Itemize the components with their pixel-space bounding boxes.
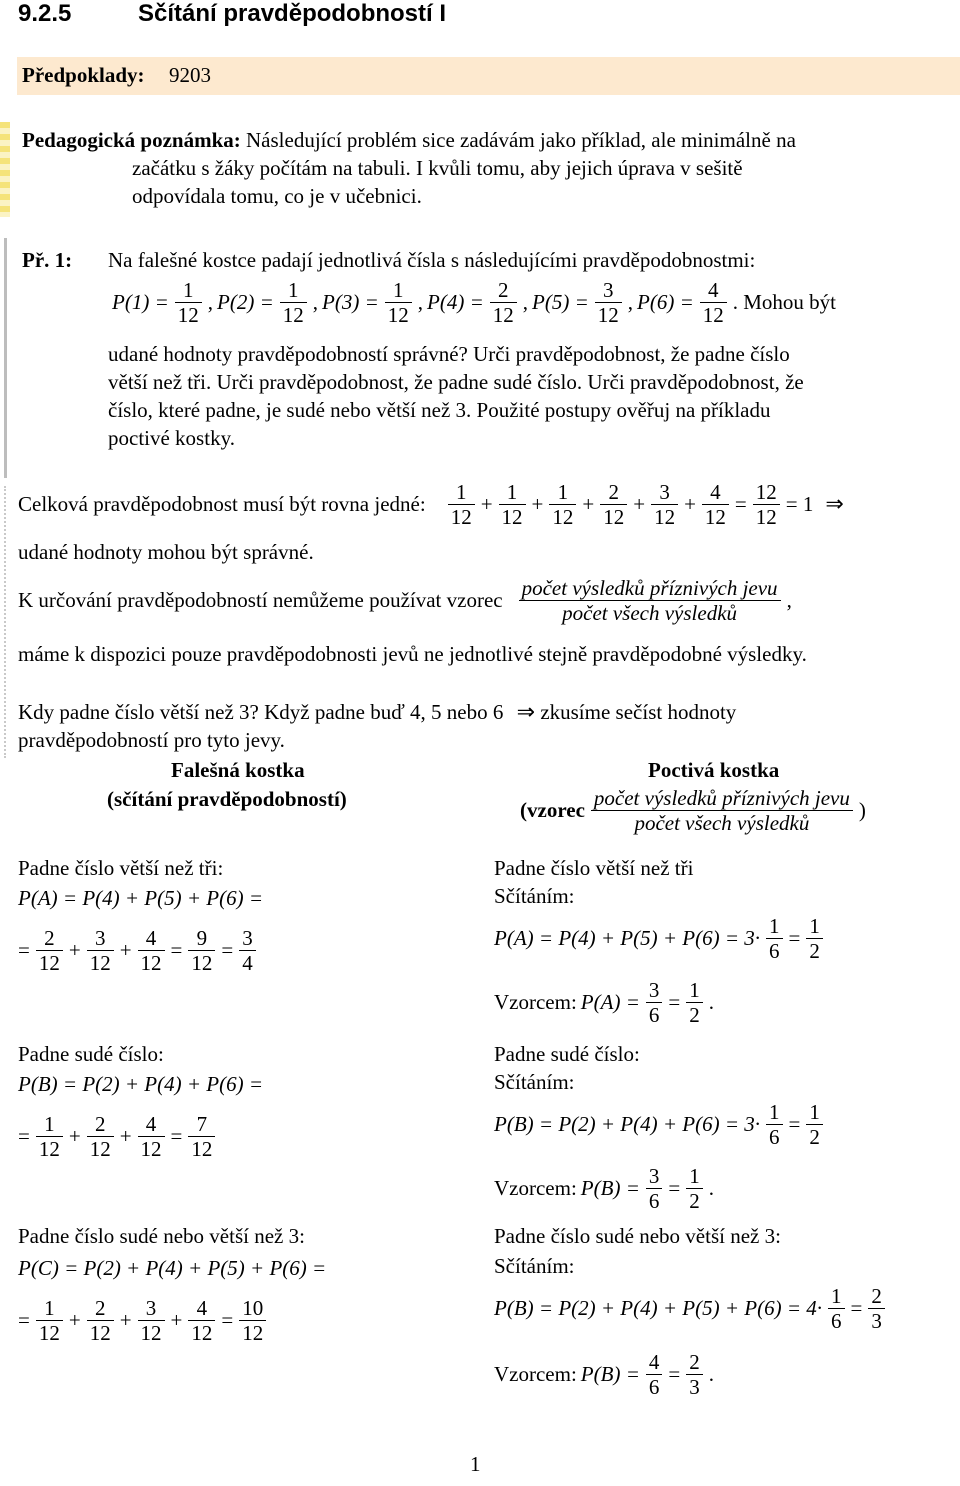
probabilities-line: P(1) = $\frac{1}{12}$ , P(2) = $\frac{1}{12}$ , P(3) = $\frac{1}{12}$ , P(4) = $\frac{2}{12}$ , P(5) = $\frac{3}{12}$ , P(6) = $\frac{4}{12}$ . Mohou být: [112, 278, 837, 327]
left-a-eq: P(A) = P(4) + P(5) + P(6) =: [18, 886, 264, 910]
prob-1-fraction: $\frac{1}{12}$: [175, 278, 202, 327]
right-b-sum: P(B) = P(2) + P(4) + P(6) = 3· $\frac{1}{6}$ = $\frac{1}{2}$: [494, 1100, 825, 1149]
sum-line: Celková pravděpodobnost musí být rovna jedné: $\frac{1}{12}$ + $\frac{1}{12}$ + $\frac{1}{12}$ + $\frac{2}{12}$ + $\frac{3}{12}$ + $\frac{4}{12}$ = $\frac{12}{12}$ = 1 ⇒: [18, 480, 844, 529]
right-title: Poctivá kostka: [648, 758, 780, 782]
prob-6-fraction: $\frac{4}{12}$: [700, 278, 727, 327]
right-a-sum: P(A) = P(4) + P(5) + P(6) = 3· $\frac{1}{6}$ = $\frac{1}{2}$: [494, 914, 825, 963]
left-a-result: = $\frac{2}{12}$ + $\frac{3}{12}$ + $\frac{4}{12}$ = $\frac{9}{12}$ = $\frac{3}{4}$: [18, 926, 258, 975]
left-a-label: Padne číslo větší než tři:: [18, 856, 224, 880]
right-a-scitanim: Sčítáním:: [494, 884, 575, 908]
prob-2-fraction: $\frac{1}{12}$: [280, 278, 307, 327]
dispozici-text: máme k dispozici pouze pravděpodobnosti jevů ne jednotlivé stejně pravděpodobné výsledky.: [18, 642, 807, 666]
prerequisites-label: Předpoklady:: [22, 63, 145, 87]
example-margin-bar: [4, 238, 7, 478]
note-line-1: [22, 128, 796, 153]
sum-conclusion: udané hodnoty mohou být správné.: [18, 540, 314, 564]
left-title: Falešná kostka: [171, 758, 305, 782]
right-b-scitanim: Sčítáním:: [494, 1070, 575, 1094]
left-c-eq: P(C) = P(2) + P(4) + P(5) + P(6) =: [18, 1256, 327, 1280]
note-label: Pedagogická poznámka:: [22, 128, 241, 152]
prob-5-lhs: P(5) =: [532, 290, 589, 314]
prerequisites-box: [17, 57, 960, 95]
formula-fraction: $\frac{\text{počet výsledků příznivých jevu}}{\text{počet všech výsledků}}$: [519, 576, 781, 625]
implies-arrow-icon: ⇒: [825, 492, 844, 517]
prob-4-lhs: P(4) =: [427, 290, 484, 314]
prerequisites-value: 9203: [169, 63, 211, 87]
prob-4-fraction: $\frac{2}{12}$: [490, 278, 517, 327]
sum-result: = 1: [785, 492, 814, 516]
example-label: Př. 1:: [22, 248, 73, 272]
right-subtitle: (vzorec $\frac{\text{počet výsledků příznivých jevu}}{\text{počet všech výsledků}}$ ): [520, 786, 866, 835]
formula-line: K určování pravděpodobností nemůžeme používat vzorec $\frac{\text{počet výsledků příznivých jevu}}{\text{počet všech výsledků}}$ ,: [18, 576, 792, 625]
prob-1-lhs: P(1) =: [112, 290, 169, 314]
task-line-4: poctivé kostky.: [108, 426, 235, 450]
example-intro: Na falešné kostce padají jednotlivá čísla s následujícími pravděpodobnostmi:: [108, 248, 756, 272]
left-c-result: = $\frac{1}{12}$ + $\frac{2}{12}$ + $\frac{3}{12}$ + $\frac{4}{12}$ = $\frac{10}{12}$: [18, 1296, 268, 1345]
left-b-result: = $\frac{1}{12}$ + $\frac{2}{12}$ + $\frac{4}{12}$ = $\frac{7}{12}$: [18, 1112, 217, 1161]
note-line-2: začátku s žáky počítám na tabuli. I kvůli tomu, aby jejich úprava v sešitě: [132, 156, 743, 180]
prob-3-lhs: P(3) =: [322, 290, 379, 314]
note-line-3: odpovídala tomu, co je v učebnici.: [132, 184, 422, 208]
page-number: 1: [470, 1452, 481, 1476]
prob-6-lhs: P(6) =: [637, 290, 694, 314]
right-c-sum: P(B) = P(2) + P(4) + P(5) + P(6) = 4· $\frac{1}{6}$ = $\frac{2}{3}$: [494, 1284, 887, 1333]
left-c-label: Padne číslo sudé nebo větší než 3:: [18, 1224, 305, 1248]
right-b-label: Padne sudé číslo:: [494, 1042, 640, 1066]
note-margin-bar: [0, 122, 10, 217]
section-title: Sčítání pravděpodobností I: [138, 0, 447, 27]
prob-tail: . Mohou být: [732, 290, 837, 314]
left-b-label: Padne sudé číslo:: [18, 1042, 164, 1066]
sum-text: Celková pravděpodobnost musí být rovna jedné:: [18, 492, 426, 516]
right-c-label: Padne číslo sudé nebo větší než 3:: [494, 1224, 781, 1248]
right-a-label: Padne číslo větší než tři: [494, 856, 694, 880]
left-subtitle: (sčítání pravděpodobností): [107, 787, 347, 811]
right-b-vzorcem: Vzorcem: P(B) = $\frac{3}{6}$ = $\frac{1}{2}$ .: [494, 1164, 714, 1213]
right-a-vzorcem: Vzorcem: P(A) = $\frac{3}{6}$ = $\frac{1}{2}$ .: [494, 978, 714, 1027]
task-line-1: udané hodnoty pravděpodobností správné? Urči pravděpodobnost, že padne číslo: [108, 342, 790, 366]
task-line-2: větší než tři. Urči pravděpodobnost, že padne sudé číslo. Urči pravděpodobnost, že: [108, 370, 804, 394]
example-margin-dots: [4, 486, 8, 758]
kdy-line-2: pravděpodobností pro tyto jevy.: [18, 728, 285, 752]
right-c-vzorcem: Vzorcem: P(B) = $\frac{4}{6}$ = $\frac{2}{3}$ .: [494, 1350, 714, 1399]
note-text-1: Následující problém sice zadávám jako příklad, ale minimálně na: [246, 128, 796, 152]
right-c-scitanim: Sčítáním:: [494, 1254, 575, 1278]
left-b-eq: P(B) = P(2) + P(4) + P(6) =: [18, 1072, 264, 1096]
formula-text: K určování pravděpodobností nemůžeme používat vzorec: [18, 588, 503, 612]
kdy-line-1: Kdy padne číslo větší než 3? Když padne buď 4, 5 nebo 6 ⇒ zkusíme sečíst hodnoty: [18, 700, 737, 725]
prob-2-lhs: P(2) =: [217, 290, 274, 314]
section-number: 9.2.5: [18, 0, 72, 27]
implies-arrow-icon: ⇒: [516, 700, 536, 725]
prob-5-fraction: $\frac{3}{12}$: [595, 278, 622, 327]
task-line-3: číslo, které padne, je sudé nebo větší než 3. Použité postupy ověřuj na příkladu: [108, 398, 771, 422]
prob-3-fraction: $\frac{1}{12}$: [385, 278, 412, 327]
